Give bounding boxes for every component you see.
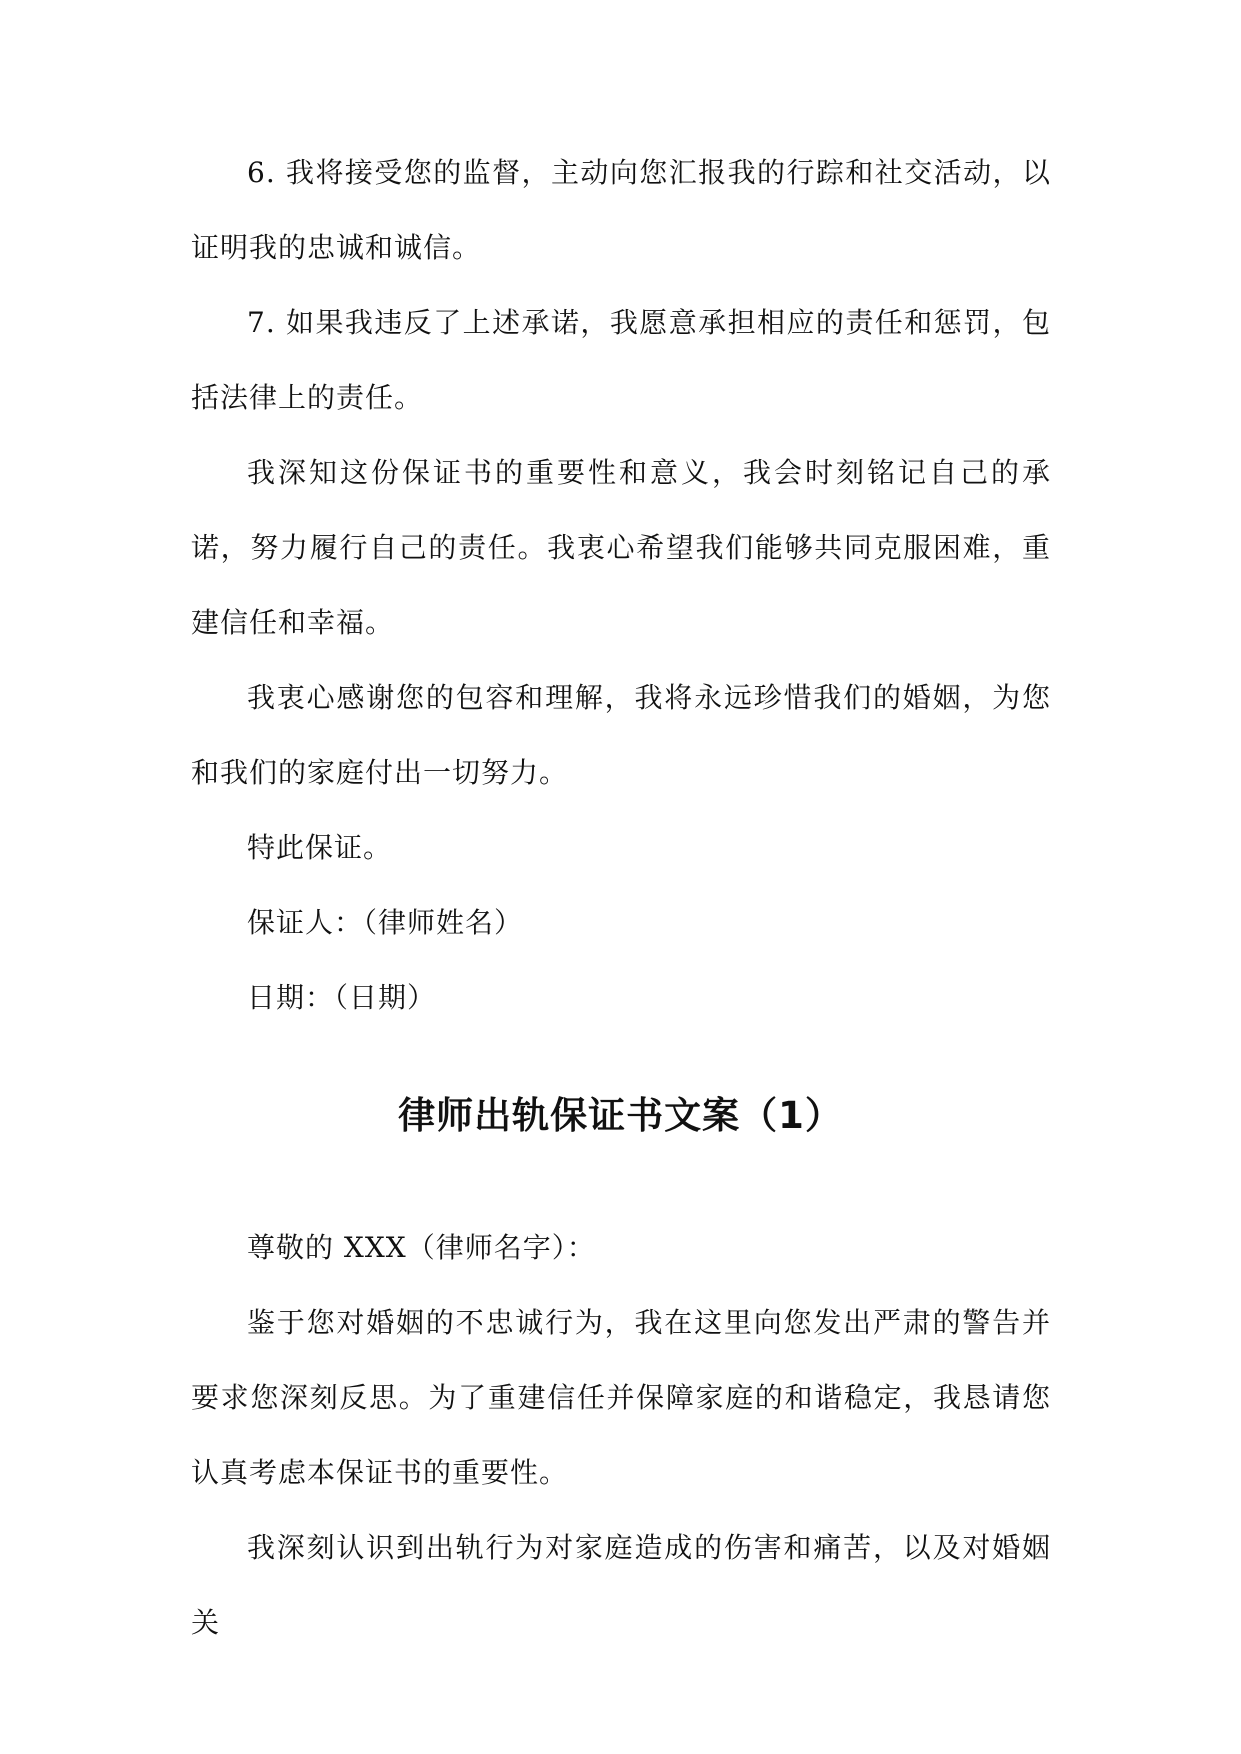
paragraph-commitment: 我深知这份保证书的重要性和意义，我会时刻铭记自己的承诺，努力履行自己的责任。我衷心希望我们能够共同克服困难，重建信任和幸福。 (191, 456, 1051, 639)
salutation: 尊敬的 XXX（律师名字）： (247, 1231, 596, 1264)
section-title: 律师出轨保证书文案（1） (398, 1094, 843, 1137)
paragraph-item-6: 6. 我将接受您的监督，主动向您汇报我的行踪和社交活动，以证明我的忠诚和诚信。 (191, 156, 1051, 264)
paragraph-item-7: 7. 如果我违反了上述承诺，我愿意承担相应的责任和惩罚，包括法律上的责任。 (191, 306, 1051, 414)
date-line: 日期：（日期） (247, 981, 437, 1014)
paragraph-recognition: 我深刻认识到出轨行为对家庭造成的伤害和痛苦，以及对婚姻关 (191, 1531, 1051, 1639)
guarantor-line: 保证人：（律师姓名） (247, 906, 524, 939)
paragraph-gratitude: 我衷心感谢您的包容和理解，我将永远珍惜我们的婚姻，为您和我们的家庭付出一切努力。 (191, 681, 1051, 789)
paragraph-warning: 鉴于您对婚姻的不忠诚行为，我在这里向您发出严肃的警告并要求您深刻反思。为了重建信任并保障家庭的和谐稳定，我恳请您认真考虑本保证书的重要性。 (191, 1306, 1051, 1489)
paragraph-closing: 特此保证。 (247, 831, 393, 864)
